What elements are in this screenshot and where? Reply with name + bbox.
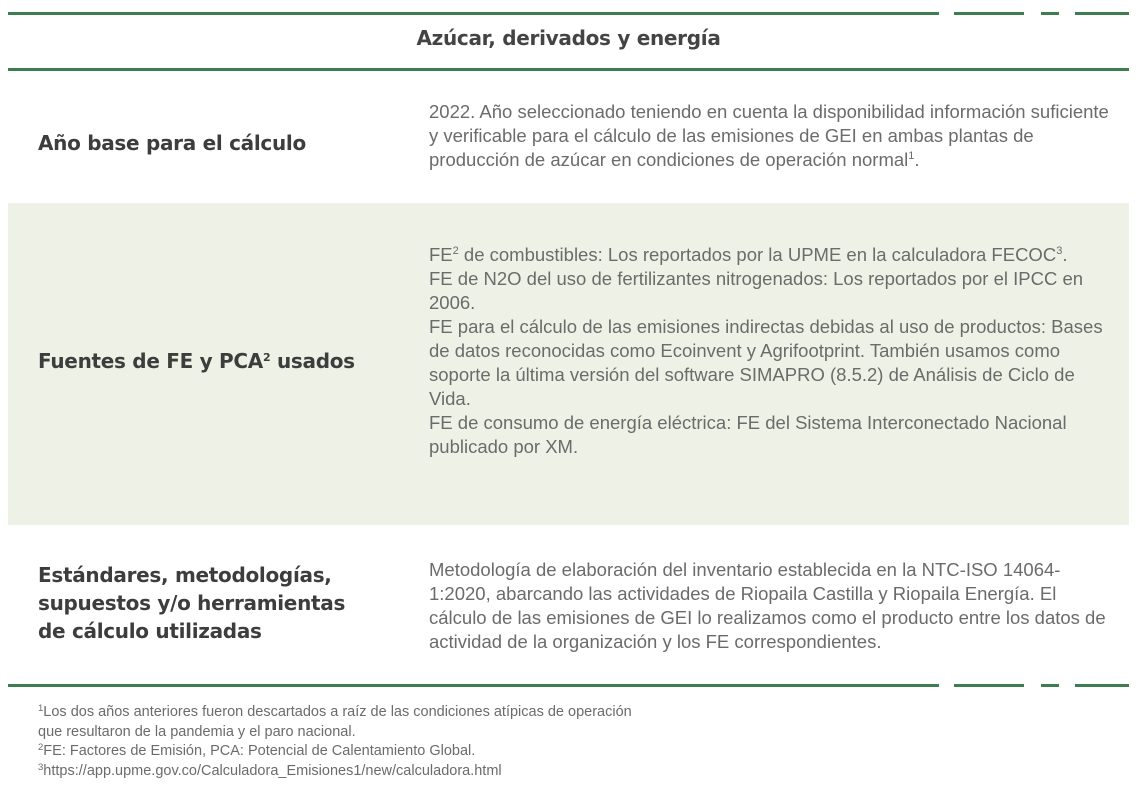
footnote-link[interactable]: $^3$https://app.upme.gov.co/Calculadora_Emisiones1/new/calculadora.html <box>38 761 502 779</box>
table-row <box>8 71 1129 203</box>
bottom-rule-dash <box>954 684 1024 687</box>
row-text: 2022. Año seleccionado teniendo en cuenta la disponibilidad información suficiente y verificable para el cálculo de las emisiones de GEI en ambas plantas de producción de azúcar en condiciones de operación normal$^1$. <box>429 101 1109 170</box>
footnote: $^2$FE: Factores de Emisión, PCA: Potencial de Calentamiento Global. <box>38 742 476 759</box>
paragraph: FE de N2O del uso de fertilizantes nitrogenados: Los reportados por el IPCC en 2006. <box>429 268 1084 313</box>
paragraph: FE para el cálculo de las emisiones indirectas debidas al uso de productos: Bases de datos reconocidas como Ecoinvent y Agrifootprint. También usamos como soporte la última versión del software SIMAPRO (8.5.2) de Análisis de Ciclo de Vida. <box>429 316 1103 409</box>
paragraph: FE de consumo de energía eléctrica: FE del Sistema Interconectado Nacional publicado por XM. <box>429 412 1067 457</box>
table-row <box>8 203 1129 525</box>
top-rule-dash <box>954 12 1024 15</box>
row-text <box>429 243 1109 459</box>
row-label: Estándares, metodologías, supuestos y/o herramientas de cálculo utilizadas <box>38 563 346 643</box>
bottom-rule-dash <box>1041 684 1059 687</box>
top-rule <box>8 12 939 15</box>
footnote: $^1$Los dos años anteriores fueron descartados a raíz de las condiciones atípicas de operación <box>38 703 632 720</box>
row-label: Año base para el cálculo <box>38 131 306 155</box>
table-row <box>8 525 1129 683</box>
footnote: que resultaron de la pandemia y el paro nacional. <box>38 723 356 740</box>
paragraph: $FE^2$ de combustibles: Los reportados por la UPME en la calculadora FECOC$^3$. <box>429 244 1068 265</box>
row-label: Fuentes de FE y PCA$^2$ usados <box>38 349 355 373</box>
row-text: Metodología de elaboración del inventario establecida en la NTC-ISO 14064-1:2020, abarcando las actividades de Riopaila Castilla y Riopaila Energía. El cálculo de las emisiones de GEI lo realizamos como el producto entre los datos de actividad de la organización y los FE correspondientes. <box>429 559 1106 652</box>
top-rule-dash <box>1041 12 1059 15</box>
footnotes <box>38 703 738 781</box>
bottom-rule <box>8 684 939 687</box>
top-rule-dash <box>1075 12 1129 15</box>
table-title: Azúcar, derivados y energía <box>416 26 721 50</box>
bottom-rule-dash <box>1075 684 1129 687</box>
